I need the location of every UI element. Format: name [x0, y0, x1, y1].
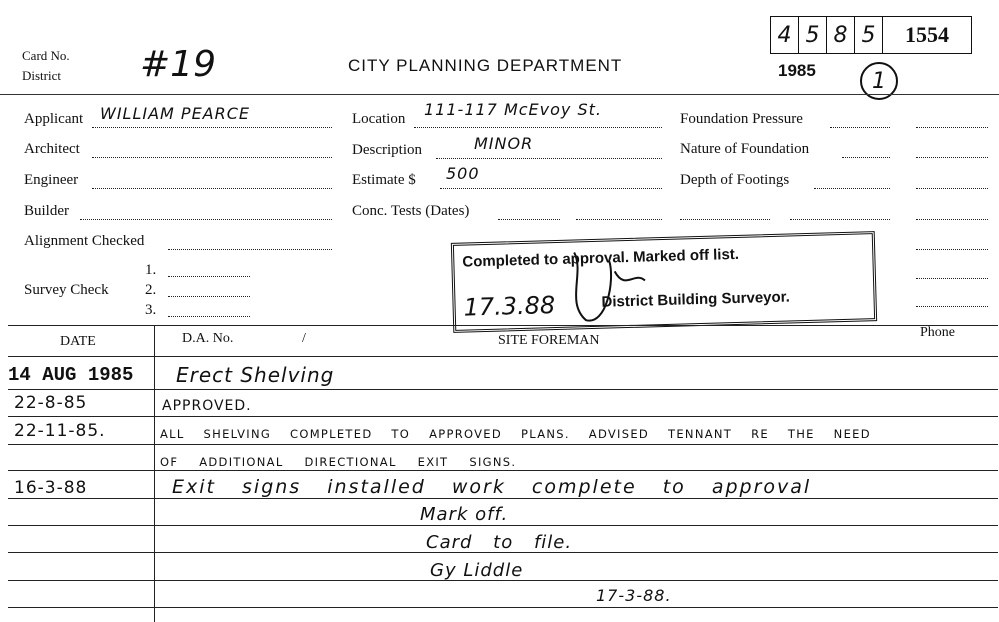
entry-text: OF ADDITIONAL DIRECTIONAL EXIT SIGNS. [160, 455, 517, 469]
engineer-label: Engineer [24, 172, 79, 188]
stamp-line1: Completed to approval. Marked off list. [462, 245, 740, 271]
architect-label: Architect [24, 141, 80, 157]
digit-box: 8 [827, 16, 855, 54]
applicant-value: WILLIAM PEARCE [100, 104, 251, 123]
description-label: Description [352, 142, 422, 158]
location-label: Location [352, 111, 406, 127]
entry-text: APPROVED. [162, 398, 252, 414]
entry-date: 22-11-85. [14, 421, 106, 441]
entry-text: Exit signs installed work complete to approval [172, 476, 812, 498]
digit-box: 5 [855, 16, 883, 54]
survey-item: 3. [145, 302, 157, 318]
file-number-box: 1554 [883, 16, 972, 54]
phone-column-header: Phone [920, 325, 955, 340]
circled-number: 1 [860, 62, 898, 100]
conc-tests-label: Conc. Tests (Dates) [352, 203, 470, 219]
entry-signature-date: 17-3-88. [596, 586, 672, 605]
builder-label: Builder [24, 203, 69, 219]
digit-box: 5 [799, 16, 827, 54]
department-title: CITY PLANNING DEPARTMENT [348, 56, 623, 75]
date-column-header: DATE [60, 334, 96, 349]
year-label: 1985 [778, 61, 816, 80]
header-divider [0, 94, 999, 95]
stamp-line2: District Building Surveyor. [601, 288, 791, 311]
district-label: District [22, 68, 61, 83]
entry-signature: Gy Liddle [430, 560, 524, 581]
entry-text: Mark off. [420, 504, 509, 525]
survey-item: 1. [145, 262, 157, 278]
depth-of-footings-label: Depth of Footings [680, 172, 790, 188]
survey-item: 2. [145, 282, 157, 298]
estimate-label: Estimate $ [352, 172, 416, 188]
table-top-rule [8, 325, 998, 326]
survey-check-label: Survey Check [24, 282, 109, 298]
site-foreman-column-header: SITE FOREMAN [498, 333, 600, 348]
alignment-label: Alignment Checked [24, 233, 145, 249]
date-column-divider [154, 326, 155, 622]
top-number-boxes [770, 16, 972, 54]
stamp-date: 17.3.88 [463, 291, 556, 322]
foundation-pressure-label: Foundation Pressure [680, 111, 803, 127]
entry-text: ALL SHELVING COMPLETED TO APPROVED PLANS. ADVISED TENNANT RE THE NEED [160, 427, 871, 441]
approval-stamp [451, 231, 877, 333]
card-no-label: Card No. [22, 48, 70, 63]
da-no-column-header: D.A. No. [182, 331, 234, 346]
description-value: MINOR [474, 134, 534, 153]
entry-date: 14 AUG 1985 [8, 364, 134, 386]
applicant-label: Applicant [24, 111, 84, 127]
entry-date: 22-8-85 [14, 393, 88, 413]
signature-icon [554, 240, 676, 327]
location-value: 111-117 McEvoy St. [424, 100, 602, 119]
nature-of-foundation-label: Nature of Foundation [680, 141, 810, 157]
entry-date: 16-3-88 [14, 478, 88, 498]
estimate-value: 500 [446, 164, 480, 183]
entry-text: Card to file. [426, 532, 573, 553]
card-number-handwritten: #19 [140, 44, 216, 85]
header-bottom-rule [8, 356, 998, 357]
digit-box: 4 [770, 16, 799, 54]
entry-text: Erect Shelving [176, 363, 335, 387]
